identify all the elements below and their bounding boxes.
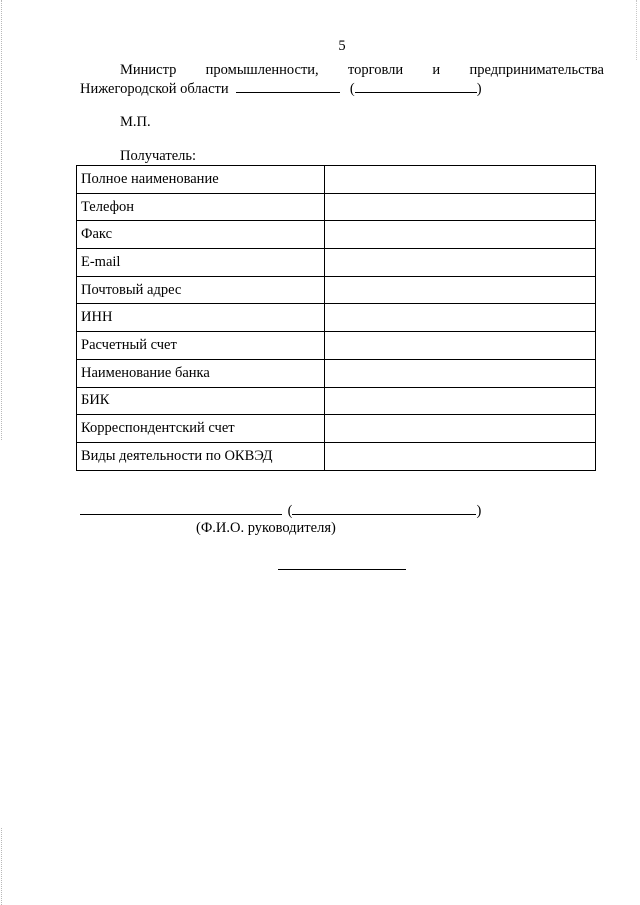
row-label: Телефон bbox=[77, 193, 325, 221]
row-value[interactable] bbox=[325, 387, 596, 415]
row-value[interactable] bbox=[325, 415, 596, 443]
minister-word-3: торговли bbox=[347, 62, 404, 78]
table-row bbox=[77, 276, 596, 304]
row-label: Факс bbox=[77, 221, 325, 249]
row-label: E-mail bbox=[77, 249, 325, 277]
head-open-paren: ( bbox=[287, 503, 293, 519]
date-blank-line bbox=[278, 557, 406, 570]
row-label: Наименование банка bbox=[77, 359, 325, 387]
minister-open-paren: ( bbox=[349, 81, 355, 97]
row-value[interactable] bbox=[325, 332, 596, 360]
row-value[interactable] bbox=[325, 221, 596, 249]
recipient-heading: Получатель: bbox=[120, 148, 197, 164]
row-label: Почтовый адрес bbox=[77, 276, 325, 304]
table-row bbox=[77, 304, 596, 332]
row-value[interactable] bbox=[325, 193, 596, 221]
head-name-blank bbox=[292, 502, 476, 515]
minister-word-2: промышленности, bbox=[205, 62, 319, 78]
row-value[interactable] bbox=[325, 166, 596, 194]
head-signature-blank bbox=[80, 502, 282, 515]
head-name-caption: (Ф.И.О. руководителя) bbox=[196, 520, 336, 536]
left-margin-marks-lower bbox=[1, 828, 3, 905]
minister-title-line bbox=[120, 62, 604, 79]
table-row bbox=[77, 359, 596, 387]
page-number: 5 bbox=[338, 38, 346, 54]
minister-signature-blank bbox=[236, 80, 340, 93]
head-signature-line bbox=[80, 502, 481, 520]
row-value[interactable] bbox=[325, 304, 596, 332]
table-row bbox=[77, 415, 596, 443]
table-row bbox=[77, 442, 596, 470]
minister-signature-line bbox=[80, 80, 604, 98]
row-label: Корреспондентский счет bbox=[77, 415, 325, 443]
row-value[interactable] bbox=[325, 249, 596, 277]
table-row bbox=[77, 249, 596, 277]
row-label: ИНН bbox=[77, 304, 325, 332]
stamp-label: М.П. bbox=[120, 114, 151, 130]
minister-name-blank bbox=[355, 80, 477, 93]
minister-word-4: и bbox=[432, 62, 441, 78]
head-close-paren: ) bbox=[476, 503, 482, 519]
row-label: Расчетный счет bbox=[77, 332, 325, 360]
row-label: Полное наименование bbox=[77, 166, 325, 194]
table-row bbox=[77, 221, 596, 249]
row-label: БИК bbox=[77, 387, 325, 415]
table-row bbox=[77, 193, 596, 221]
row-value[interactable] bbox=[325, 276, 596, 304]
minister-word-1: Министр bbox=[120, 62, 177, 78]
table-row bbox=[77, 332, 596, 360]
row-value[interactable] bbox=[325, 442, 596, 470]
row-label: Виды деятельности по ОКВЭД bbox=[77, 442, 325, 470]
minister-close-paren: ) bbox=[476, 81, 482, 97]
row-value[interactable] bbox=[325, 359, 596, 387]
region-text: Нижегородской области bbox=[80, 81, 229, 97]
table-row bbox=[77, 166, 596, 194]
left-margin-marks bbox=[1, 0, 3, 440]
recipient-table bbox=[76, 165, 596, 471]
minister-word-5: предпринимательства bbox=[469, 62, 604, 78]
table-row bbox=[77, 387, 596, 415]
